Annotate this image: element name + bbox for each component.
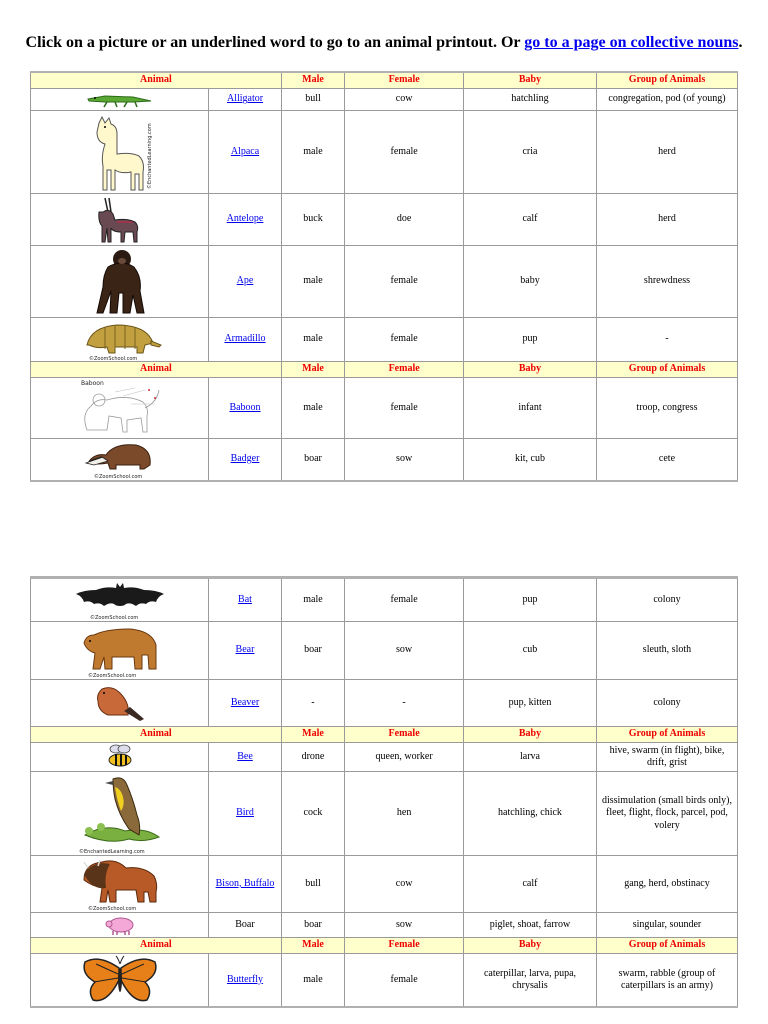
table-row <box>31 743 738 772</box>
heading-period: . <box>738 34 743 51</box>
animal-link[interactable]: Baboon <box>229 401 261 413</box>
animal-link[interactable]: Alpaca <box>230 145 260 157</box>
table-header-row <box>31 362 738 378</box>
header-male: Male <box>281 362 344 378</box>
male-cell: boar <box>281 439 344 481</box>
baby-cell: hatchling, chick <box>464 772 597 856</box>
male-cell: male <box>281 246 344 318</box>
female-cell: hen <box>345 772 464 856</box>
beaver-icon[interactable] <box>90 681 150 725</box>
header-baby: Baby <box>464 938 597 954</box>
animal-name[interactable] <box>209 246 282 318</box>
header-group: Group of Animals <box>596 727 737 743</box>
bee-icon[interactable] <box>102 743 138 771</box>
boar-picture[interactable] <box>31 913 209 938</box>
table-row <box>31 954 738 1008</box>
group-cell: troop, congress <box>596 378 737 439</box>
header-group: Group of Animals <box>596 362 737 378</box>
table-row <box>31 318 738 362</box>
header-group: Group of Animals <box>596 72 737 89</box>
zoomschool-watermark: ©ZoomSchool.com <box>88 355 137 361</box>
armadillo-picture[interactable] <box>31 318 209 362</box>
animal-link[interactable]: Antelope <box>226 213 264 225</box>
baboon-icon[interactable] <box>75 378 165 438</box>
table-row <box>31 378 738 439</box>
animal-link[interactable]: Bat <box>238 593 252 605</box>
table-row <box>31 246 738 318</box>
header-female: Female <box>345 362 464 378</box>
enchanted-watermark: ©EnchantedLearning.com <box>146 123 153 189</box>
group-cell: hive, swarm (in flight), bike, drift, grist <box>596 743 737 772</box>
baboon-diagram-label: Baboon <box>80 380 104 387</box>
group-cell: - <box>596 318 737 362</box>
female-cell: cow <box>345 89 464 111</box>
female-cell: sow <box>345 913 464 938</box>
group-cell: colony <box>596 680 737 727</box>
table-row <box>31 439 738 481</box>
animal-link[interactable]: Beaver <box>230 696 260 708</box>
group-cell: shrewdness <box>596 246 737 318</box>
bison-picture[interactable] <box>31 856 209 913</box>
group-cell: herd <box>596 194 737 246</box>
table-row <box>31 772 738 856</box>
table-header-row <box>31 938 738 954</box>
group-cell: colony <box>596 578 737 622</box>
animal-name[interactable] <box>209 578 282 622</box>
animal-name[interactable] <box>209 856 282 913</box>
bird-icon[interactable] <box>75 773 165 855</box>
animal-name[interactable] <box>209 439 282 481</box>
header-female: Female <box>345 727 464 743</box>
male-cell: bull <box>281 89 344 111</box>
bison-icon[interactable] <box>78 856 162 912</box>
female-cell: female <box>345 318 464 362</box>
animal-name[interactable] <box>209 743 282 772</box>
male-cell: male <box>281 378 344 439</box>
baboon-picture[interactable] <box>31 378 209 439</box>
male-cell: cock <box>281 772 344 856</box>
male-cell: male <box>281 111 344 194</box>
animal-name[interactable] <box>209 378 282 439</box>
butterfly-picture[interactable] <box>31 954 209 1008</box>
ape-icon[interactable] <box>90 247 150 317</box>
baby-cell: pup <box>464 578 597 622</box>
group-cell: dissimulation (small birds only), fleet, flight, flock, parcel, pod, volery <box>596 772 737 856</box>
animal-name[interactable] <box>209 318 282 362</box>
badger-picture[interactable] <box>31 439 209 481</box>
male-cell: bull <box>281 856 344 913</box>
baby-cell: hatchling <box>464 89 597 111</box>
alligator-picture[interactable] <box>31 89 209 111</box>
male-cell: boar <box>281 622 344 680</box>
baby-cell: larva <box>464 743 597 772</box>
boar-icon[interactable] <box>103 913 137 937</box>
table-row <box>31 194 738 246</box>
enchanted-watermark: ©EnchantedLearning.com <box>78 848 145 855</box>
group-cell: swarm, rabble (group of caterpillars is an army) <box>596 954 737 1008</box>
male-cell: boar <box>281 913 344 938</box>
heading-text: Click on a picture or an underlined word to go to an animal printout. Or <box>25 34 525 51</box>
animal-link[interactable]: Bison, Buffalo <box>215 877 275 889</box>
alpaca-picture[interactable] <box>31 111 209 194</box>
male-cell: - <box>281 680 344 727</box>
collective-nouns-link[interactable]: go to a page on collective nouns <box>524 34 739 51</box>
male-cell: buck <box>281 194 344 246</box>
header-baby: Baby <box>464 727 597 743</box>
header-male: Male <box>281 72 344 89</box>
table-row <box>31 111 738 194</box>
header-female: Female <box>345 938 464 954</box>
baby-cell: kit, cub <box>464 439 597 481</box>
header-male: Male <box>281 938 344 954</box>
animal-link[interactable]: Armadillo <box>224 333 266 345</box>
antelope-picture[interactable] <box>31 194 209 246</box>
zoomschool-watermark: ©ZoomSchool.com <box>87 672 136 679</box>
female-cell: female <box>345 378 464 439</box>
animal-name[interactable] <box>209 194 282 246</box>
bat-picture[interactable] <box>31 578 209 622</box>
table-header-row <box>31 727 738 743</box>
male-cell: male <box>281 578 344 622</box>
animal-link[interactable]: Badger <box>230 453 260 464</box>
table-row <box>31 89 738 111</box>
table-row <box>31 913 738 938</box>
zoomschool-watermark: ©ZoomSchool.com <box>93 474 142 480</box>
bear-picture[interactable] <box>31 622 209 680</box>
table-row <box>31 622 738 680</box>
male-cell: male <box>281 954 344 1008</box>
badger-icon[interactable] <box>80 439 160 479</box>
animal-link[interactable]: Ape <box>236 275 254 287</box>
bee-picture[interactable] <box>31 743 209 772</box>
baby-cell: piglet, shoat, farrow <box>464 913 597 938</box>
female-cell: doe <box>345 194 464 246</box>
beaver-picture[interactable] <box>31 680 209 727</box>
group-cell: singular, sounder <box>596 913 737 938</box>
butterfly-icon[interactable] <box>80 954 160 1006</box>
group-cell: sleuth, sloth <box>596 622 737 680</box>
female-cell: - <box>345 680 464 727</box>
alpaca-icon[interactable] <box>85 113 155 191</box>
ape-picture[interactable] <box>31 246 209 318</box>
header-animal: Animal <box>31 727 282 743</box>
male-cell: male <box>281 318 344 362</box>
animal-link[interactable]: Bird <box>236 807 254 819</box>
header-female: Female <box>345 72 464 89</box>
table-row <box>31 856 738 913</box>
bat-icon[interactable] <box>72 579 168 621</box>
header-male: Male <box>281 727 344 743</box>
animal-name[interactable] <box>209 111 282 194</box>
animal-link[interactable]: Bear <box>235 644 255 656</box>
baby-cell: pup <box>464 318 597 362</box>
baby-cell: calf <box>464 856 597 913</box>
table-row <box>31 578 738 622</box>
female-cell: female <box>345 246 464 318</box>
female-cell: sow <box>345 439 464 481</box>
baby-cell: pup, kitten <box>464 680 597 727</box>
animal-name[interactable] <box>209 680 282 727</box>
zoomschool-watermark: ©ZoomSchool.com <box>87 906 136 912</box>
header-baby: Baby <box>464 72 597 89</box>
header-baby: Baby <box>464 362 597 378</box>
animal-link[interactable]: Alligator <box>226 93 264 105</box>
antelope-icon[interactable] <box>95 196 145 244</box>
group-cell: cete <box>596 439 737 481</box>
table-header-row <box>31 72 738 89</box>
baby-cell: cub <box>464 622 597 680</box>
male-cell: drone <box>281 743 344 772</box>
zoomschool-watermark: ©ZoomSchool.com <box>89 615 138 621</box>
baby-cell: calf <box>464 194 597 246</box>
page-heading <box>0 32 768 53</box>
animal-table-bottom <box>30 576 738 1008</box>
female-cell: female <box>345 578 464 622</box>
header-animal: Animal <box>31 362 282 378</box>
female-cell: sow <box>345 622 464 680</box>
group-cell: gang, herd, obstinacy <box>596 856 737 913</box>
female-cell: cow <box>345 856 464 913</box>
group-cell: congregation, pod (of young) <box>596 89 737 111</box>
baby-cell: caterpillar, larva, pupa, chrysalis <box>464 954 597 1008</box>
group-cell: herd <box>596 111 737 194</box>
female-cell: female <box>345 111 464 194</box>
animal-name[interactable] <box>209 954 282 1008</box>
header-group: Group of Animals <box>596 938 737 954</box>
animal-name-plain: Boar <box>209 913 282 938</box>
female-cell: queen, worker <box>345 743 464 772</box>
armadillo-icon[interactable] <box>75 319 165 361</box>
bear-icon[interactable] <box>78 623 162 679</box>
female-cell: female <box>345 954 464 1008</box>
animal-link[interactable]: Bee <box>237 750 253 762</box>
table-row <box>31 680 738 727</box>
animal-name[interactable] <box>209 622 282 680</box>
animal-table-top <box>30 71 738 482</box>
animal-name[interactable] <box>209 89 282 111</box>
baby-cell: baby <box>464 246 597 318</box>
baby-cell: infant <box>464 378 597 439</box>
alligator-icon[interactable] <box>85 90 155 110</box>
header-animal: Animal <box>31 72 282 89</box>
baby-cell: cria <box>464 111 597 194</box>
header-animal: Animal <box>31 938 282 954</box>
animal-link[interactable]: Butterfly <box>226 973 264 985</box>
animal-name[interactable] <box>209 772 282 856</box>
bird-picture[interactable] <box>31 772 209 856</box>
